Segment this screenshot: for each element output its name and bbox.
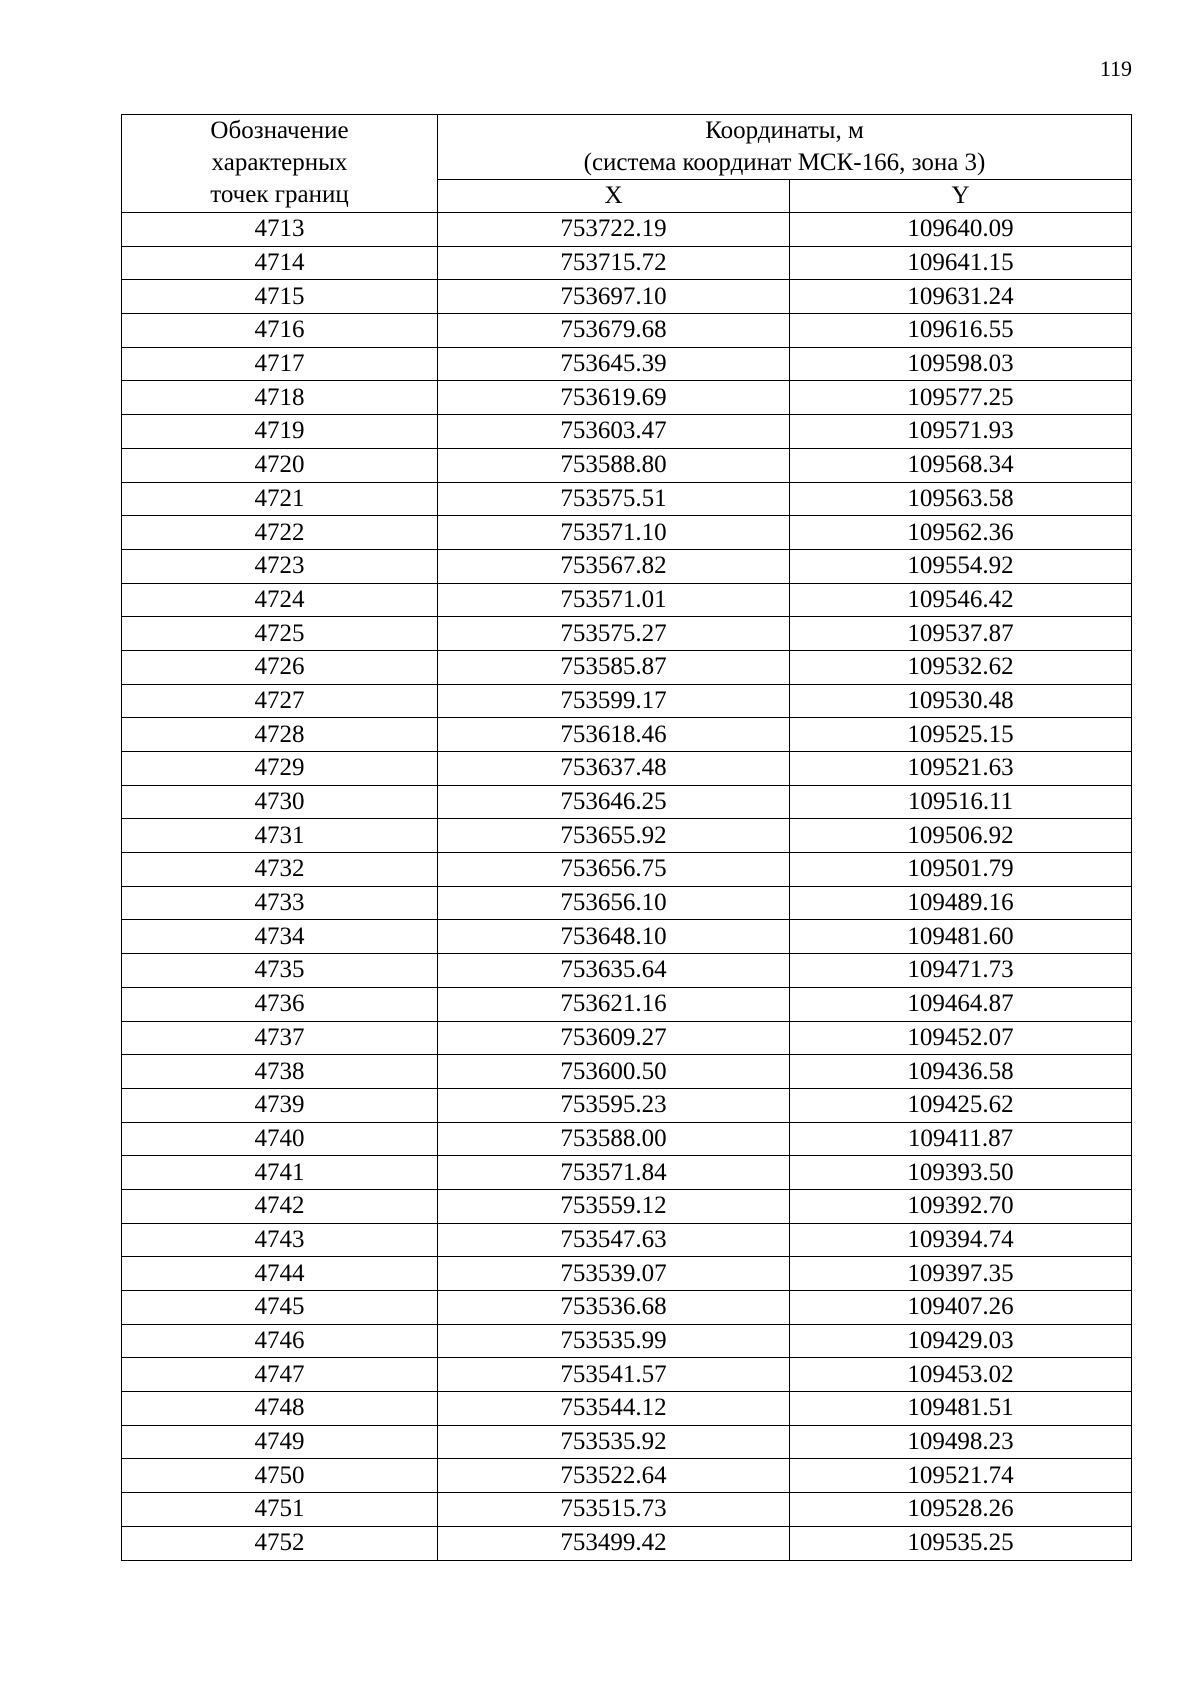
x-cell: 753539.07 [438,1257,790,1291]
y-cell: 109436.58 [790,1055,1132,1089]
y-cell: 109521.74 [790,1459,1132,1493]
y-cell: 109411.87 [790,1122,1132,1156]
point-cell: 4726 [122,650,438,684]
table-row [122,415,1132,449]
point-cell: 4748 [122,1392,438,1426]
point-cell: 4752 [122,1526,438,1560]
table-row [122,1021,1132,1055]
table-row [122,1156,1132,1190]
x-cell: 753656.75 [438,853,790,887]
point-label-header [122,115,438,213]
point-cell: 4721 [122,482,438,516]
y-cell: 109532.62 [790,650,1132,684]
table-row [122,785,1132,819]
point-cell: 4736 [122,987,438,1021]
y-cell: 109525.15 [790,718,1132,752]
x-cell: 753515.73 [438,1493,790,1527]
table-row [122,280,1132,314]
table-row [122,1526,1132,1560]
y-cell: 109392.70 [790,1189,1132,1223]
table-row [122,1392,1132,1426]
y-cell: 109640.09 [790,213,1132,247]
coords-label-line: Координаты, м [705,117,864,144]
x-cell: 753588.80 [438,448,790,482]
y-cell: 109453.02 [790,1358,1132,1392]
y-cell: 109429.03 [790,1324,1132,1358]
table-row [122,853,1132,887]
table-header [122,115,1132,213]
y-cell: 109571.93 [790,415,1132,449]
table-row [122,1055,1132,1089]
table-row [122,1189,1132,1223]
x-cell: 753547.63 [438,1223,790,1257]
x-cell: 753697.10 [438,280,790,314]
point-cell: 4749 [122,1425,438,1459]
x-cell: 753609.27 [438,1021,790,1055]
x-cell: 753588.00 [438,1122,790,1156]
point-cell: 4717 [122,347,438,381]
table-row [122,1223,1132,1257]
x-cell: 753621.16 [438,987,790,1021]
point-label-line: характерных [211,149,348,176]
table-row [122,650,1132,684]
y-cell: 109425.62 [790,1088,1132,1122]
x-cell: 753645.39 [438,347,790,381]
table-row [122,718,1132,752]
table-row [122,381,1132,415]
y-cell: 109535.25 [790,1526,1132,1560]
y-cell: 109397.35 [790,1257,1132,1291]
point-label-line: точек границ [210,181,349,208]
x-cell: 753648.10 [438,920,790,954]
table-row [122,1291,1132,1325]
x-cell: 753571.84 [438,1156,790,1190]
table-row [122,246,1132,280]
point-cell: 4728 [122,718,438,752]
point-cell: 4738 [122,1055,438,1089]
x-cell: 753600.50 [438,1055,790,1089]
point-cell: 4718 [122,381,438,415]
x-cell: 753637.48 [438,752,790,786]
point-cell: 4724 [122,583,438,617]
table-row [122,1358,1132,1392]
point-cell: 4720 [122,448,438,482]
table-row [122,482,1132,516]
x-cell: 753522.64 [438,1459,790,1493]
y-cell: 109489.16 [790,886,1132,920]
y-cell: 109464.87 [790,987,1132,1021]
x-cell: 753619.69 [438,381,790,415]
point-cell: 4715 [122,280,438,314]
point-cell: 4744 [122,1257,438,1291]
x-cell: 753544.12 [438,1392,790,1426]
page-number: 119 [1099,56,1132,81]
point-cell: 4723 [122,549,438,583]
y-cell: 109577.25 [790,381,1132,415]
x-cell: 753559.12 [438,1189,790,1223]
point-cell: 4719 [122,415,438,449]
y-cell: 109631.24 [790,280,1132,314]
table-row [122,347,1132,381]
y-cell: 109616.55 [790,314,1132,348]
y-cell: 109452.07 [790,1021,1132,1055]
x-cell: 753571.01 [438,583,790,617]
table-row [122,684,1132,718]
y-cell: 109521.63 [790,752,1132,786]
point-cell: 4729 [122,752,438,786]
y-cell: 109568.34 [790,448,1132,482]
y-cell: 109498.23 [790,1425,1132,1459]
x-cell: 753595.23 [438,1088,790,1122]
x-cell: 753679.68 [438,314,790,348]
table-row [122,1493,1132,1527]
x-cell: 753541.57 [438,1358,790,1392]
y-cell: 109563.58 [790,482,1132,516]
y-cell: 109393.50 [790,1156,1132,1190]
x-cell: 753618.46 [438,718,790,752]
x-cell: 753536.68 [438,1291,790,1325]
table-row [122,617,1132,651]
table-row [122,213,1132,247]
x-cell: 753603.47 [438,415,790,449]
table-row [122,954,1132,988]
y-cell: 109554.92 [790,549,1132,583]
x-cell: 753571.10 [438,516,790,550]
y-cell: 109516.11 [790,785,1132,819]
coords-label-line: (система координат МСК-166, зона 3) [583,149,986,176]
table-row [122,1459,1132,1493]
x-cell: 753585.87 [438,650,790,684]
x-cell: 753499.42 [438,1526,790,1560]
point-cell: 4716 [122,314,438,348]
coordinates-table [121,114,1132,1561]
y-cell: 109598.03 [790,347,1132,381]
table-row [122,314,1132,348]
y-cell: 109530.48 [790,684,1132,718]
y-cell: 109537.87 [790,617,1132,651]
x-cell: 753575.27 [438,617,790,651]
table-row [122,752,1132,786]
point-cell: 4730 [122,785,438,819]
table-row [122,1324,1132,1358]
coords-label-header [438,115,1132,180]
point-cell: 4739 [122,1088,438,1122]
x-cell: 753535.92 [438,1425,790,1459]
x-cell: 753715.72 [438,246,790,280]
point-cell: 4713 [122,213,438,247]
table-row [122,1257,1132,1291]
point-cell: 4741 [122,1156,438,1190]
table-row [122,549,1132,583]
point-cell: 4740 [122,1122,438,1156]
point-cell: 4734 [122,920,438,954]
x-cell: 753567.82 [438,549,790,583]
y-cell: 109641.15 [790,246,1132,280]
y-cell: 109528.26 [790,1493,1132,1527]
y-cell: 109407.26 [790,1291,1132,1325]
x-cell: 753635.64 [438,954,790,988]
table-row [122,886,1132,920]
table-row [122,819,1132,853]
x-cell: 753655.92 [438,819,790,853]
point-cell: 4725 [122,617,438,651]
point-cell: 4746 [122,1324,438,1358]
x-cell: 753535.99 [438,1324,790,1358]
table-row [122,1088,1132,1122]
point-cell: 4727 [122,684,438,718]
y-cell: 109501.79 [790,853,1132,887]
y-cell: 109546.42 [790,583,1132,617]
table-body [122,213,1132,1561]
x-cell: 753599.17 [438,684,790,718]
x-cell: 753722.19 [438,213,790,247]
y-cell: 109481.51 [790,1392,1132,1426]
table-row [122,448,1132,482]
y-cell: 109471.73 [790,954,1132,988]
point-cell: 4733 [122,886,438,920]
table-row [122,516,1132,550]
table-row [122,1122,1132,1156]
y-cell: 109394.74 [790,1223,1132,1257]
point-cell: 4745 [122,1291,438,1325]
point-cell: 4742 [122,1189,438,1223]
x-cell: 753646.25 [438,785,790,819]
point-cell: 4714 [122,246,438,280]
point-cell: 4737 [122,1021,438,1055]
point-cell: 4751 [122,1493,438,1527]
point-cell: 4731 [122,819,438,853]
point-cell: 4743 [122,1223,438,1257]
point-cell: 4722 [122,516,438,550]
y-cell: 109506.92 [790,819,1132,853]
table-row [122,583,1132,617]
y-cell: 109481.60 [790,920,1132,954]
y-column-header: Y [790,180,1132,213]
point-cell: 4732 [122,853,438,887]
x-cell: 753656.10 [438,886,790,920]
y-cell: 109562.36 [790,516,1132,550]
table-row [122,920,1132,954]
x-column-header: X [438,180,790,213]
point-label-line: Обозначение [210,117,349,144]
point-cell: 4750 [122,1459,438,1493]
table-row [122,1425,1132,1459]
point-cell: 4747 [122,1358,438,1392]
x-cell: 753575.51 [438,482,790,516]
point-cell: 4735 [122,954,438,988]
table-row [122,987,1132,1021]
